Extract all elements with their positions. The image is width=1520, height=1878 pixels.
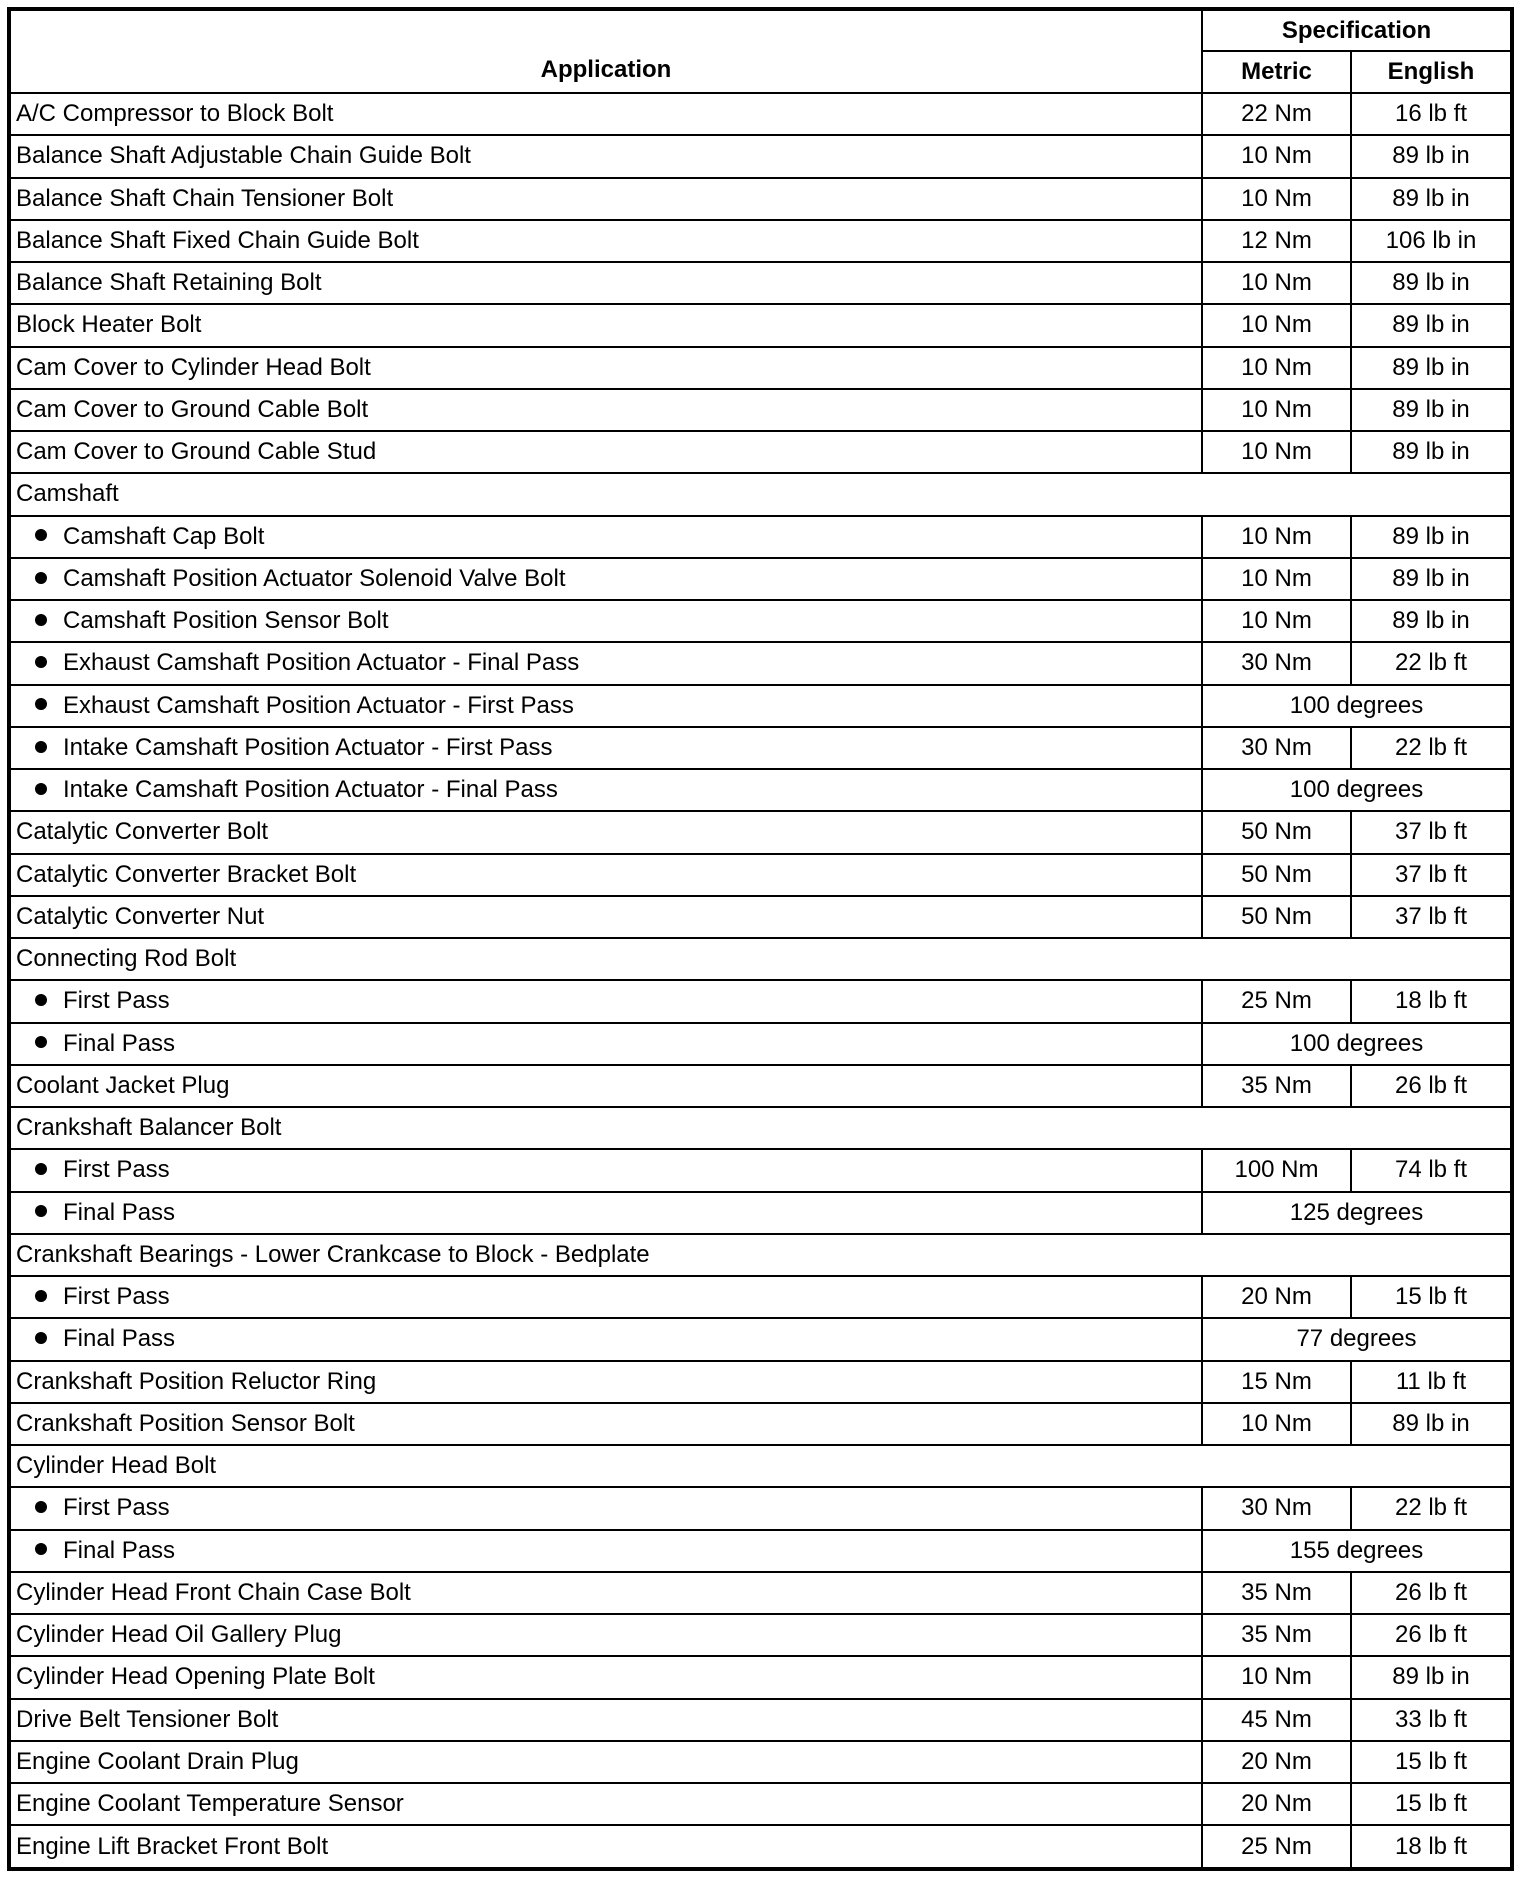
bullet-icon — [35, 1501, 47, 1513]
application-cell — [9, 1107, 1512, 1149]
table-row — [9, 1023, 1512, 1065]
application-label: Cylinder Head Front Chain Case Bolt — [16, 1578, 411, 1606]
table-row — [9, 516, 1512, 558]
application-label: Crankshaft Position Reluctor Ring — [16, 1367, 377, 1395]
application-label: A/C Compressor to Block Bolt — [16, 100, 334, 128]
angle-spec-cell: 100 degrees — [1202, 685, 1512, 727]
metric-cell: 10 Nm — [1202, 600, 1351, 642]
application-label: Camshaft Position Actuator Solenoid Valve Bolt — [63, 564, 566, 592]
application-label: First Pass — [63, 1156, 170, 1184]
application-cell — [9, 304, 1202, 346]
table-row — [9, 980, 1512, 1022]
english-cell: 89 lb in — [1351, 347, 1512, 389]
application-cell — [9, 1065, 1202, 1107]
application-label: Intake Camshaft Position Actuator - Final Pass — [63, 776, 558, 804]
english-cell: 15 lb ft — [1351, 1741, 1512, 1783]
table-row — [9, 558, 1512, 600]
metric-cell: 10 Nm — [1202, 347, 1351, 389]
application-label: Cylinder Head Bolt — [16, 1452, 217, 1480]
metric-cell: 35 Nm — [1202, 1065, 1351, 1107]
application-cell — [9, 811, 1202, 853]
english-cell: 89 lb in — [1351, 600, 1512, 642]
application-label: Balance Shaft Chain Tensioner Bolt — [16, 184, 394, 212]
metric-cell: 35 Nm — [1202, 1572, 1351, 1614]
english-cell: 37 lb ft — [1351, 854, 1512, 896]
application-cell — [9, 1234, 1512, 1276]
application-cell — [9, 1741, 1202, 1783]
application-label: Drive Belt Tensioner Bolt — [16, 1705, 279, 1733]
application-cell — [9, 1403, 1202, 1445]
table-row — [9, 1149, 1512, 1191]
table-row — [9, 1403, 1512, 1445]
metric-cell: 100 Nm — [1202, 1149, 1351, 1191]
metric-cell: 25 Nm — [1202, 980, 1351, 1022]
table-row — [9, 1487, 1512, 1529]
application-label: Balance Shaft Fixed Chain Guide Bolt — [16, 226, 419, 254]
application-label: Camshaft Cap Bolt — [63, 522, 265, 550]
application-label: Cam Cover to Cylinder Head Bolt — [16, 353, 371, 381]
table-row — [9, 1741, 1512, 1783]
application-cell — [9, 896, 1202, 938]
english-cell: 22 lb ft — [1351, 727, 1512, 769]
application-cell — [9, 389, 1202, 431]
bullet-icon — [35, 1163, 47, 1175]
application-cell — [9, 854, 1202, 896]
table-row — [9, 220, 1512, 262]
application-label: Final Pass — [63, 1325, 176, 1353]
table-header — [9, 9, 1512, 93]
english-cell: 89 lb in — [1351, 516, 1512, 558]
metric-cell: 25 Nm — [1202, 1825, 1351, 1869]
application-cell — [9, 516, 1202, 558]
application-cell — [9, 1192, 1202, 1234]
table-group-row — [9, 1107, 1512, 1149]
table-row — [9, 389, 1512, 431]
english-cell: 18 lb ft — [1351, 980, 1512, 1022]
application-cell — [9, 938, 1512, 980]
table-row — [9, 1276, 1512, 1318]
metric-cell: 10 Nm — [1202, 135, 1351, 177]
table-row — [9, 1530, 1512, 1572]
english-cell: 89 lb in — [1351, 262, 1512, 304]
specification-header: Specification — [1202, 9, 1512, 51]
table-row — [9, 896, 1512, 938]
application-label: Camshaft — [16, 480, 119, 508]
application-cell — [9, 431, 1202, 473]
english-cell: 26 lb ft — [1351, 1614, 1512, 1656]
application-label: Final Pass — [63, 1029, 176, 1057]
application-label: Catalytic Converter Bolt — [16, 818, 269, 846]
application-cell — [9, 769, 1202, 811]
application-label: Block Heater Bolt — [16, 311, 202, 339]
application-label: Catalytic Converter Bracket Bolt — [16, 860, 357, 888]
application-label: Exhaust Camshaft Position Actuator - Final Pass — [63, 649, 580, 677]
metric-cell: 20 Nm — [1202, 1741, 1351, 1783]
metric-cell: 10 Nm — [1202, 516, 1351, 558]
table-row — [9, 347, 1512, 389]
table-row — [9, 135, 1512, 177]
table-row — [9, 1825, 1512, 1869]
english-cell: 15 lb ft — [1351, 1783, 1512, 1825]
english-cell: 89 lb in — [1351, 1656, 1512, 1698]
english-cell: 89 lb in — [1351, 304, 1512, 346]
angle-spec-cell: 77 degrees — [1202, 1318, 1512, 1360]
application-label: First Pass — [63, 1494, 170, 1522]
application-cell — [9, 980, 1202, 1022]
application-cell — [9, 93, 1202, 135]
table-row — [9, 1192, 1512, 1234]
english-cell: 89 lb in — [1351, 389, 1512, 431]
application-cell — [9, 558, 1202, 600]
angle-spec-cell: 125 degrees — [1202, 1192, 1512, 1234]
application-cell — [9, 1530, 1202, 1572]
table-body — [9, 93, 1512, 1869]
english-header: English — [1351, 51, 1512, 93]
english-cell: 89 lb in — [1351, 1403, 1512, 1445]
table-row — [9, 431, 1512, 473]
english-cell: 18 lb ft — [1351, 1825, 1512, 1869]
application-cell — [9, 135, 1202, 177]
application-cell — [9, 1487, 1202, 1529]
table-row — [9, 1614, 1512, 1656]
table-row — [9, 1699, 1512, 1741]
table-row — [9, 178, 1512, 220]
application-label: Engine Lift Bracket Front Bolt — [16, 1832, 329, 1860]
bullet-icon — [35, 698, 47, 710]
bullet-icon — [35, 1332, 47, 1344]
application-label: Intake Camshaft Position Actuator - First Pass — [63, 733, 553, 761]
metric-cell: 30 Nm — [1202, 642, 1351, 684]
application-cell — [9, 1656, 1202, 1698]
application-cell — [9, 178, 1202, 220]
metric-cell: 10 Nm — [1202, 304, 1351, 346]
metric-cell: 10 Nm — [1202, 178, 1351, 220]
table-row — [9, 854, 1512, 896]
angle-spec-cell: 100 degrees — [1202, 769, 1512, 811]
english-cell: 37 lb ft — [1351, 896, 1512, 938]
metric-cell: 10 Nm — [1202, 558, 1351, 600]
bullet-icon — [35, 529, 47, 541]
table-row — [9, 1065, 1512, 1107]
table-row — [9, 1572, 1512, 1614]
english-cell: 74 lb ft — [1351, 1149, 1512, 1191]
application-cell — [9, 1825, 1202, 1869]
application-cell — [9, 1276, 1202, 1318]
table-group-row — [9, 1445, 1512, 1487]
bullet-icon — [35, 994, 47, 1006]
metric-header: Metric — [1202, 51, 1351, 93]
english-cell: 22 lb ft — [1351, 642, 1512, 684]
application-cell — [9, 1023, 1202, 1065]
metric-cell: 30 Nm — [1202, 1487, 1351, 1529]
metric-cell: 15 Nm — [1202, 1361, 1351, 1403]
metric-cell: 22 Nm — [1202, 93, 1351, 135]
application-label: Coolant Jacket Plug — [16, 1071, 230, 1099]
application-label: Connecting Rod Bolt — [16, 945, 237, 973]
metric-cell: 45 Nm — [1202, 1699, 1351, 1741]
english-cell: 33 lb ft — [1351, 1699, 1512, 1741]
bullet-icon — [35, 572, 47, 584]
table-row — [9, 727, 1512, 769]
metric-cell: 30 Nm — [1202, 727, 1351, 769]
bullet-icon — [35, 1290, 47, 1302]
application-cell — [9, 220, 1202, 262]
metric-cell: 20 Nm — [1202, 1783, 1351, 1825]
english-cell: 89 lb in — [1351, 558, 1512, 600]
application-cell — [9, 642, 1202, 684]
english-cell: 16 lb ft — [1351, 93, 1512, 135]
application-cell — [9, 1318, 1202, 1360]
table-row — [9, 600, 1512, 642]
application-cell — [9, 1361, 1202, 1403]
table-group-row — [9, 1234, 1512, 1276]
table-group-row — [9, 473, 1512, 515]
metric-cell: 35 Nm — [1202, 1614, 1351, 1656]
application-label: Camshaft Position Sensor Bolt — [63, 607, 389, 635]
table-row — [9, 1318, 1512, 1360]
metric-cell: 10 Nm — [1202, 1656, 1351, 1698]
table-row — [9, 1783, 1512, 1825]
table-row — [9, 93, 1512, 135]
bullet-icon — [35, 1543, 47, 1555]
application-cell — [9, 1572, 1202, 1614]
bullet-icon — [35, 1036, 47, 1048]
table-row — [9, 769, 1512, 811]
application-label: First Pass — [63, 1283, 170, 1311]
application-label: Final Pass — [63, 1536, 176, 1564]
bullet-icon — [35, 1205, 47, 1217]
application-cell — [9, 473, 1512, 515]
torque-spec-table — [7, 7, 1514, 1871]
angle-spec-cell: 100 degrees — [1202, 1023, 1512, 1065]
metric-cell: 12 Nm — [1202, 220, 1351, 262]
english-cell: 26 lb ft — [1351, 1065, 1512, 1107]
application-label: Crankshaft Bearings - Lower Crankcase to Block - Bedplate — [16, 1240, 650, 1268]
metric-cell: 50 Nm — [1202, 854, 1351, 896]
angle-spec-cell: 155 degrees — [1202, 1530, 1512, 1572]
bullet-icon — [35, 614, 47, 626]
table-row — [9, 1361, 1512, 1403]
metric-cell: 10 Nm — [1202, 431, 1351, 473]
english-cell: 89 lb in — [1351, 178, 1512, 220]
table-row — [9, 811, 1512, 853]
metric-cell: 10 Nm — [1202, 262, 1351, 304]
application-cell — [9, 1614, 1202, 1656]
application-cell — [9, 347, 1202, 389]
english-cell: 37 lb ft — [1351, 811, 1512, 853]
application-label: First Pass — [63, 987, 170, 1015]
application-cell — [9, 727, 1202, 769]
application-label: Balance Shaft Retaining Bolt — [16, 269, 322, 297]
application-label: Exhaust Camshaft Position Actuator - First Pass — [63, 691, 574, 719]
metric-cell: 10 Nm — [1202, 389, 1351, 431]
application-label: Crankshaft Position Sensor Bolt — [16, 1409, 355, 1437]
application-label: Crankshaft Balancer Bolt — [16, 1114, 282, 1142]
application-label: Cylinder Head Oil Gallery Plug — [16, 1621, 342, 1649]
english-cell: 89 lb in — [1351, 431, 1512, 473]
bullet-icon — [35, 741, 47, 753]
metric-cell: 50 Nm — [1202, 811, 1351, 853]
metric-cell: 50 Nm — [1202, 896, 1351, 938]
application-cell — [9, 1699, 1202, 1741]
application-label: Cam Cover to Ground Cable Bolt — [16, 395, 369, 423]
table-row — [9, 1656, 1512, 1698]
table-group-row — [9, 938, 1512, 980]
table-row — [9, 262, 1512, 304]
english-cell: 26 lb ft — [1351, 1572, 1512, 1614]
application-label: Final Pass — [63, 1198, 176, 1226]
application-label: Engine Coolant Temperature Sensor — [16, 1790, 404, 1818]
english-cell: 89 lb in — [1351, 135, 1512, 177]
english-cell: 15 lb ft — [1351, 1276, 1512, 1318]
bullet-icon — [35, 656, 47, 668]
english-cell: 106 lb in — [1351, 220, 1512, 262]
application-label: Balance Shaft Adjustable Chain Guide Bolt — [16, 142, 471, 170]
application-label: Engine Coolant Drain Plug — [16, 1747, 299, 1775]
table-row — [9, 304, 1512, 346]
metric-cell: 20 Nm — [1202, 1276, 1351, 1318]
application-cell — [9, 685, 1202, 727]
table-row — [9, 642, 1512, 684]
application-label: Catalytic Converter Nut — [16, 902, 265, 930]
application-label: Cam Cover to Ground Cable Stud — [16, 438, 377, 466]
bullet-icon — [35, 783, 47, 795]
english-cell: 22 lb ft — [1351, 1487, 1512, 1529]
application-cell — [9, 1149, 1202, 1191]
english-cell: 11 lb ft — [1351, 1361, 1512, 1403]
application-cell — [9, 600, 1202, 642]
application-cell — [9, 262, 1202, 304]
application-label: Cylinder Head Opening Plate Bolt — [16, 1663, 375, 1691]
application-cell — [9, 1783, 1202, 1825]
metric-cell: 10 Nm — [1202, 1403, 1351, 1445]
application-cell — [9, 1445, 1512, 1487]
table-row — [9, 685, 1512, 727]
application-header: Application — [9, 9, 1202, 93]
